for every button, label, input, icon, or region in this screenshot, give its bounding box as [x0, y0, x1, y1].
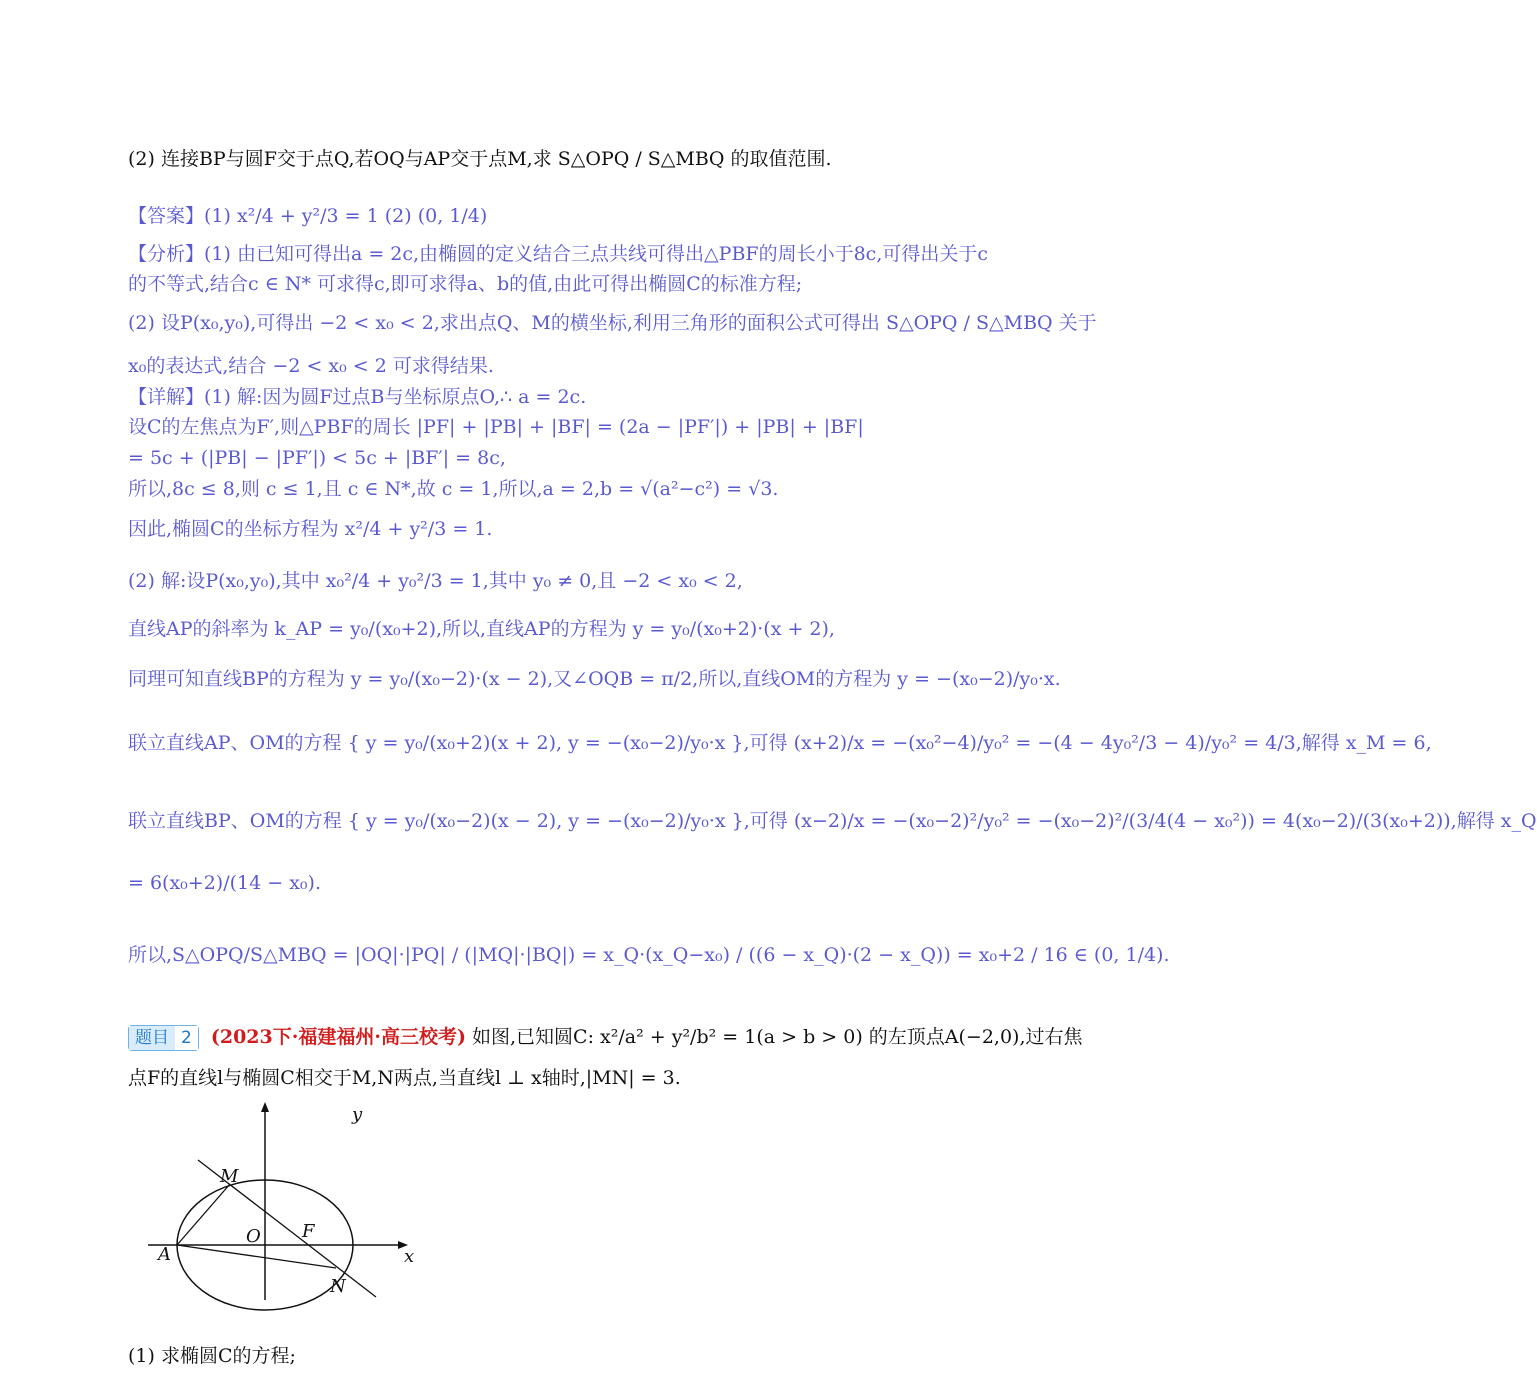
problem-source: (2023下·福建福州·高三校考) — [210, 1025, 466, 1048]
text-line-detail1: 【详解】(1) 解:因为圆F过点B与坐标原点O,∴ a = 2c. — [128, 386, 587, 408]
text-line-detail9: 联立直线AP、OM的方程 { y = y₀/(x₀+2)(x + 2), y = −(x₀−2)/y₀·x },可得 (x+2)/x = −(x₀²−4)/y₀² = −(4 − 4y₀²/3 − 4)/y₀² = 4/3,解得 x_M = 6, — [128, 732, 1432, 754]
label-A: A — [158, 1244, 171, 1265]
label-O: O — [246, 1226, 261, 1247]
text-line-detail6: (2) 解:设P(x₀,y₀),其中 x₀²/4 + y₀²/3 = 1,其中 y₀ ≠ 0,且 −2 < x₀ < 2, — [128, 570, 743, 592]
text-line-detail4: 所以,8c ≤ 8,则 c ≤ 1,且 c ∈ N*,故 c = 1,所以,a = 2,b = √(a²−c²) = √3. — [128, 478, 779, 500]
text-line-detail7: 直线AP的斜率为 k_AP = y₀/(x₀+2),所以,直线AP的方程为 y = y₀/(x₀+2)·(x + 2), — [128, 618, 835, 640]
text-line-detail5: 因此,椭圆C的坐标方程为 x²/4 + y²/3 = 1. — [128, 518, 493, 540]
label-x: x — [404, 1246, 415, 1267]
text-line-detail3: = 5c + (|PB| − |PF′|) < 5c + |BF′| = 8c, — [128, 447, 506, 469]
text-line-detail2: 设C的左焦点为F′,则△PBF的周长 |PF| + |PB| + |BF| = (2a − |PF′|) + |PB| + |BF| — [128, 416, 864, 438]
segment-AM — [177, 1184, 230, 1245]
text-line-detail11: = 6(x₀+2)/(14 − x₀). — [128, 872, 321, 894]
text-line-analysis1: 【分析】(1) 由已知可得出a = 2c,由椭圆的定义结合三点共线可得出△PBF的周长小于8c,可得出关于c — [128, 243, 989, 265]
text-line-analysis2: 的不等式,结合c ∈ N* 可求得c,即可求得a、b的值,由此可得出椭圆C的标准方程; — [128, 273, 803, 295]
problem-text-line1: 如图,已知圆C: x²/a² + y²/b² = 1(a > b > 0) 的左顶点A(−2,0),过右焦 — [472, 1025, 1083, 1048]
problem-header — [128, 1025, 1083, 1051]
text-line-detail10: 联立直线BP、OM的方程 { y = y₀/(x₀−2)(x − 2), y = −(x₀−2)/y₀·x },可得 (x−2)/x = −(x₀−2)²/y₀² = −(x₀−2)²/(3/4(4 − x₀²)) = 4(x₀−2)/(3(x₀+2)),解得 x_Q — [128, 810, 1537, 832]
problem-text-line2: 点F的直线l与椭圆C相交于M,N两点,当直线l ⊥ x轴时,|MN| = 3. — [128, 1067, 681, 1089]
text-line-answer: 【答案】(1) x²/4 + y²/3 = 1 (2) (0, 1/4) — [128, 205, 488, 227]
label-N: N — [330, 1276, 346, 1297]
problem-badge — [128, 1025, 199, 1051]
text-line-detail8: 同理可知直线BP的方程为 y = y₀/(x₀−2)·(x − 2),又∠OQB = π/2,所以,直线OM的方程为 y = −(x₀−2)/y₀·x. — [128, 668, 1061, 690]
problem-badge-number: 2 — [175, 1026, 198, 1050]
y-axis-arrow — [261, 1102, 269, 1112]
text-line-detail12: 所以,S△OPQ/S△MBQ = |OQ|·|PQ| / (|MQ|·|BQ|) = x_Q·(x_Q−x₀) / ((6 − x_Q)·(2 − x_Q)) = x₀+2 / 16 ∈ (0, 1/4). — [128, 944, 1170, 966]
label-F: F — [302, 1221, 315, 1242]
sub-question-1: (1) 求椭圆C的方程; — [128, 1345, 296, 1367]
text-line-analysis4: x₀的表达式,结合 −2 < x₀ < 2 可求得结果. — [128, 355, 494, 377]
label-y: y — [352, 1104, 363, 1125]
label-M: M — [220, 1166, 239, 1187]
ellipse-diagram — [140, 1100, 430, 1305]
problem-badge-label: 题目 — [129, 1026, 175, 1050]
text-line-q2: (2) 连接BP与圆F交于点Q,若OQ与AP交于点M,求 S△OPQ / S△MBQ 的取值范围. — [128, 148, 832, 170]
text-line-analysis3: (2) 设P(x₀,y₀),可得出 −2 < x₀ < 2,求出点Q、M的横坐标,利用三角形的面积公式可得出 S△OPQ / S△MBQ 关于 — [128, 312, 1097, 334]
